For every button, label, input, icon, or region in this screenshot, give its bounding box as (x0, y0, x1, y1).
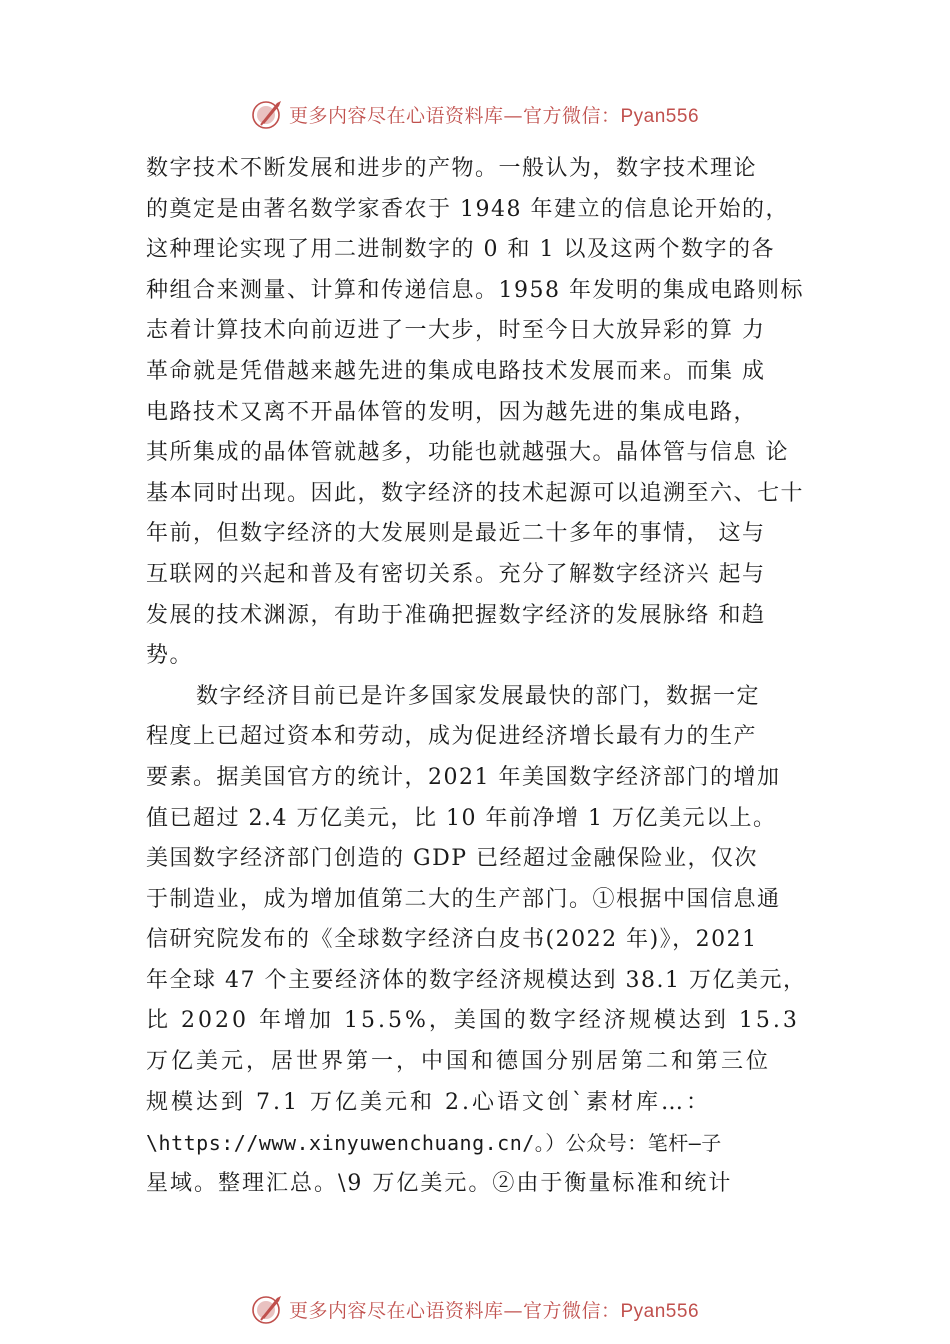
header-banner-text (289, 101, 699, 128)
footer-banner-text (289, 1296, 699, 1323)
footer-wechat-id: Pyan556 (620, 1300, 700, 1322)
p1-line-10: 年前，但数字经济的大发展则是最近二十多年的事情， 这与 (146, 521, 766, 547)
p1-line-8: 其所集成的晶体管就越多，功能也就越强大。晶体管与信息 论 (146, 440, 789, 466)
p2-line-4: 值已超过 2.4 万亿美元，比 10 年前净增 1 万亿美元以上。 (146, 805, 777, 831)
p2-line-8: 年全球 47 个主要经济体的数字经济规模达到 38.1 万亿美元， (146, 967, 807, 993)
p1-line-7: 电路技术又离不开晶体管的发明，因为越先进的集成电路， (146, 399, 758, 425)
p2-line-6: 于制造业，成为增加值第二大的生产部门。①根据中国信息通 (146, 886, 781, 912)
p2-line-5: 美国数字经济部门创造的 GDP 已经超过金融保险业，仅次 (146, 846, 759, 872)
p1-line-3: 这种理论实现了用二进制数字的 0 和 1 以及这两个数字的各 (146, 237, 775, 263)
document-body (146, 149, 836, 1204)
p1-line-1: 数字技术不断发展和进步的产物。一般认为，数字技术理论 (146, 156, 758, 181)
header-banner (0, 96, 950, 132)
header-wechat-id: Pyan556 (620, 105, 700, 127)
quill-logo-icon (251, 97, 285, 131)
p2-line-11: 规模达到 7.1 万亿美元和 2.心语文创`素材库…： (146, 1089, 711, 1115)
p1-line-9: 基本同时出现。因此，数字经济的技术起源可以追溯至六、七十 (146, 480, 805, 506)
p1-line-2: 的奠定是由著名数学家香农于 1948 年建立的信息论开始的， (146, 196, 789, 222)
footer-banner (0, 1291, 950, 1327)
p2-line-10: 万亿美元，居世界第一，中国和德国分别居第二和第三位 (146, 1049, 772, 1075)
p2-line-3: 要素。据美国官方的统计，2021 年美国数字经济部门的增加 (146, 764, 781, 790)
p2-line-12: \https://www.xinyuwenchuang.cn/。）公众号：笔杆—子 (146, 1131, 722, 1156)
p2-line-9: 比 2020 年增加 15.5%，美国的数字经济规模达到 15.3 (146, 1008, 800, 1034)
p1-line-11: 互联网的兴起和普及有密切关系。充分了解数字经济兴 起与 (146, 561, 766, 587)
p1-line-4: 种组合来测量、计算和传递信息。1958 年发明的集成电路则标 (146, 277, 804, 303)
footer-title: 更多内容尽在心语资料库—官方微信： (288, 1299, 621, 1322)
p2-line-1: 数字经济目前已是许多国家发展最快的部门，数据一定 (196, 683, 761, 709)
p2-line-2: 程度上已超过资本和劳动，成为促进经济增长最有力的生产 (146, 724, 758, 750)
p1-line-13: 势。 (146, 643, 194, 669)
p2-line-7: 信研究院发布的《全球数字经济白皮书(2022 年)》，2021 (146, 927, 758, 953)
quill-logo-icon (251, 1292, 285, 1326)
header-title: 更多内容尽在心语资料库—官方微信： (288, 104, 621, 127)
p1-line-6: 革命就是凭借越来越先进的集成电路技术发展而来。而集 成 (146, 358, 766, 384)
p1-line-12: 发展的技术渊源，有助于准确把握数字经济的发展脉络 和趋 (146, 602, 766, 628)
p2-line-13: 星域。整理汇总。\9 万亿美元。②由于衡量标准和统计 (146, 1170, 733, 1196)
p1-line-5: 志着计算技术向前迈进了一大步，时至今日大放异彩的算 力 (146, 318, 766, 344)
